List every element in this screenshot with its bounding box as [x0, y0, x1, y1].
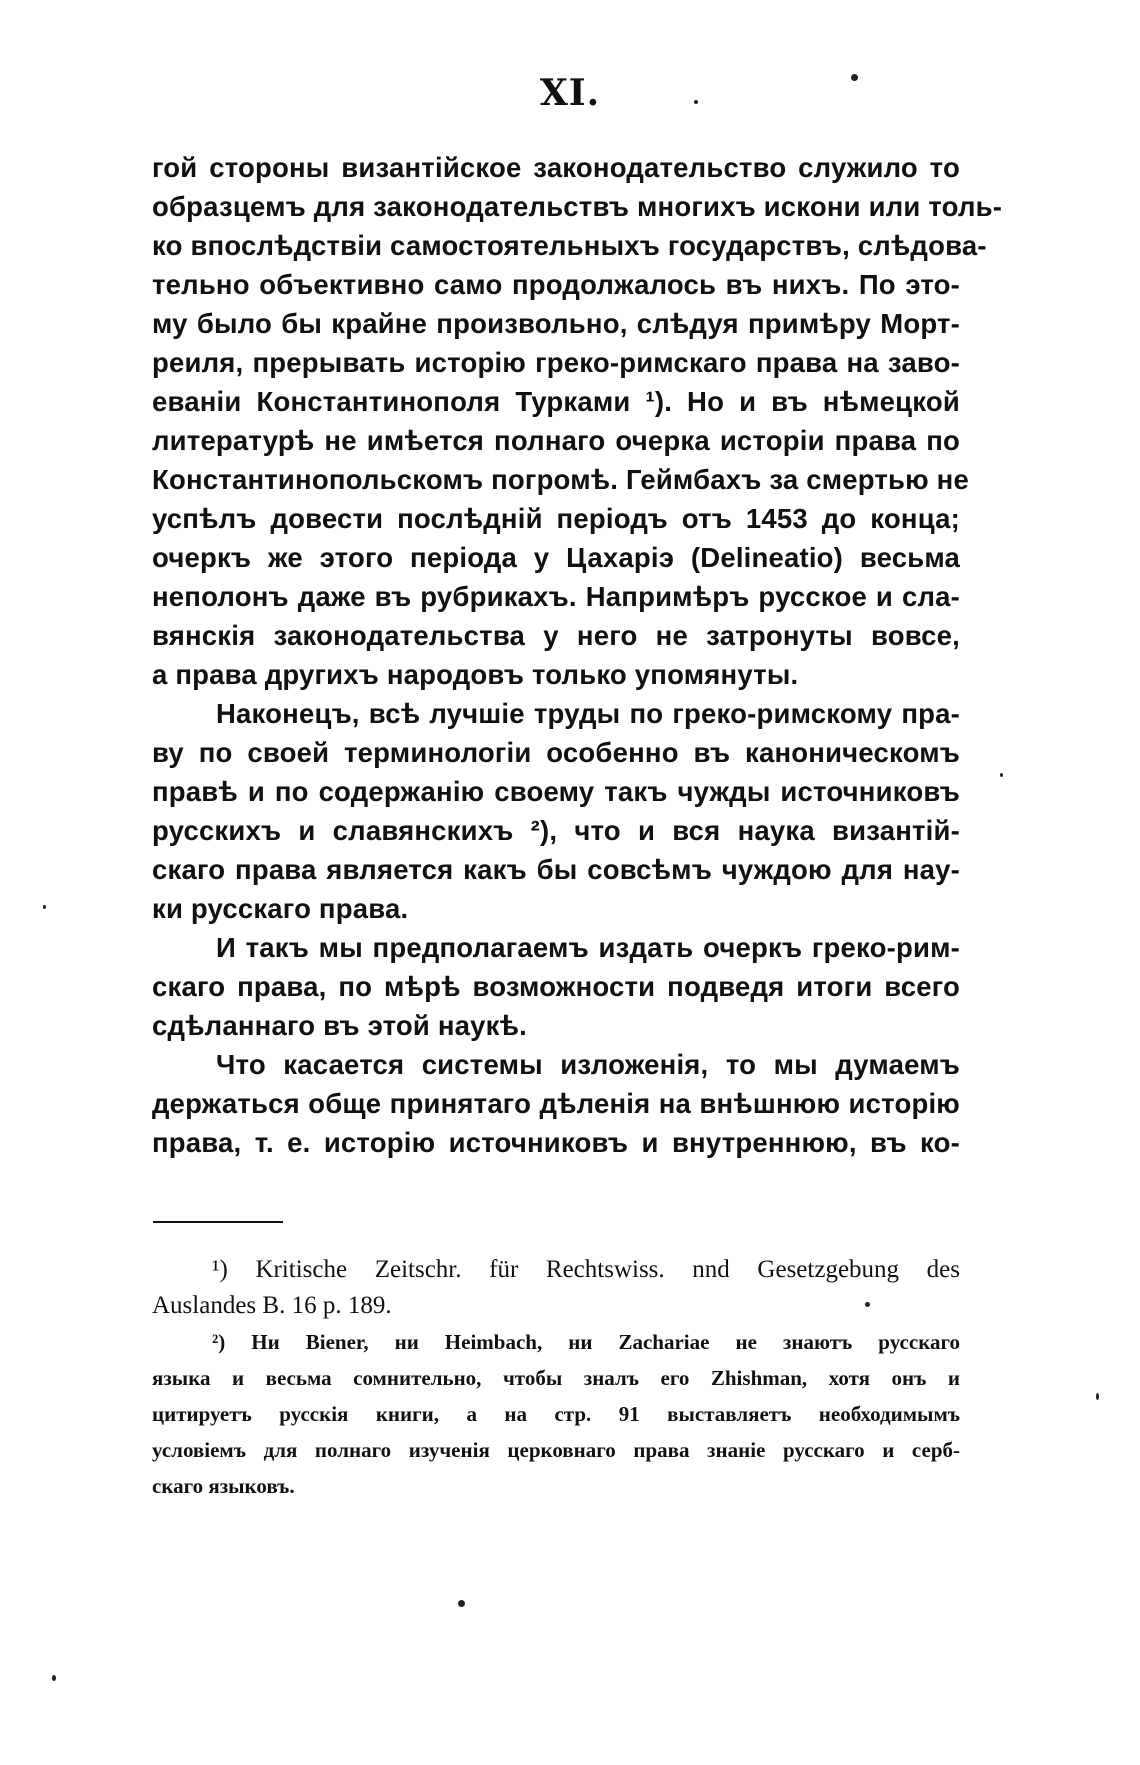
text-line: права, т. е. исторію источниковъ и внутреннюю, въ ко- [152, 1127, 960, 1158]
scan-speck [1000, 773, 1003, 777]
text-line: русскихъ и славянскихъ ²), что и вся наука византій- [152, 815, 960, 846]
footnote-line: скаго языковъ. [152, 1474, 295, 1498]
text-line: ко впослѣдствіи самостоятельныхъ государствъ, слѣдова- [152, 230, 987, 261]
scan-speck [865, 1302, 870, 1307]
text-line: образцемъ для законодательствъ многихъ искони или толь- [152, 191, 1003, 222]
paragraph-1 [152, 148, 1003, 694]
paragraph-4 [152, 1045, 960, 1162]
text-line: реиля, прерывать исторію греко-римскаго права на заво- [152, 347, 960, 378]
text-line: Константинопольскомъ погромѣ. Геймбахъ за смертью не [152, 464, 969, 495]
text-line: неполонъ даже въ рубрикахъ. Напримѣръ русское и сла- [152, 581, 960, 612]
text-line: литературѣ не имѣется полнаго очерка исторіи права по [152, 425, 960, 456]
scan-speck [851, 74, 858, 81]
paragraph-2 [152, 694, 960, 928]
footnote-line: цитируетъ русскія книги, а на стр. 91 выставляетъ необходимымъ [152, 1402, 960, 1426]
scan-speck [694, 100, 698, 104]
paragraph-3 [152, 928, 960, 1045]
scan-speck [458, 1600, 465, 1607]
text-line: сдѣланнаго въ этой наукѣ. [152, 1010, 527, 1041]
page-number: XI. [539, 72, 601, 114]
footnote-line: языка и весьма сомнительно, чтобы зналъ его Zhishman, хотя онъ и [152, 1366, 960, 1390]
text-line: очеркъ же этого періода у Цахаріэ (Delineatio) весьма [152, 542, 960, 573]
text-line: ки русскаго права. [152, 893, 409, 924]
text-line: И такъ мы предполагаемъ издать очеркъ греко-рим- [216, 932, 960, 963]
text-line: скаго права является какъ бы совсѣмъ чуждою для нау- [152, 854, 960, 885]
footnote-line: ²) Ни Biener, ни Heimbach, ни Zachariae не знаютъ русскаго [212, 1330, 960, 1354]
footnote-line: условіемъ для полнаго изученія церковнаго права знаніе русскаго и серб- [152, 1438, 960, 1462]
scan-speck [43, 905, 46, 909]
text-line: успѣлъ довести послѣдній періодъ отъ 1453 до конца; [152, 503, 960, 534]
text-line: а права другихъ народовъ только упомянуты. [152, 659, 799, 690]
footnote-1 [152, 1252, 960, 1324]
text-line: правѣ и по содержанію своему такъ чужды источниковъ [152, 776, 960, 807]
scan-speck [52, 1675, 56, 1681]
footnote-2 [152, 1324, 960, 1504]
text-line: Что касается системы изложенія, то мы думаемъ [216, 1049, 960, 1080]
scan-speck [1096, 1393, 1099, 1400]
text-line: Наконецъ, всѣ лучшіе труды по греко-римскому пра- [216, 698, 960, 729]
text-line: скаго права, по мѣрѣ возможности подведя итоги всего [152, 971, 960, 1002]
text-line: еваніи Константинополя Турками ¹). Но и въ нѣмецкой [152, 386, 960, 417]
footnote-line: ¹) Kritische Zeitschr. für Rechtswiss. nnd Gesetzgebung des [212, 1256, 960, 1283]
footnote-line: Auslandes B. 16 p. 189. [152, 1292, 392, 1319]
text-line: гой стороны византійское законодательство служило то [152, 152, 960, 183]
text-line: му было бы крайне произвольно, слѣдуя примѣру Морт- [152, 308, 960, 339]
text-line: тельно объективно само продолжалось въ нихъ. По это- [152, 269, 960, 300]
body-text [152, 148, 1003, 1162]
footnotes [152, 1252, 960, 1504]
text-line: держаться обще принятаго дѣленія на внѣшнюю исторію [152, 1088, 960, 1119]
footnote-rule [153, 1221, 283, 1223]
text-line: вянскія законодательства у него не затронуты вовсе, [152, 620, 960, 651]
text-line: ву по своей терминологіи особенно въ каноническомъ [152, 737, 960, 768]
